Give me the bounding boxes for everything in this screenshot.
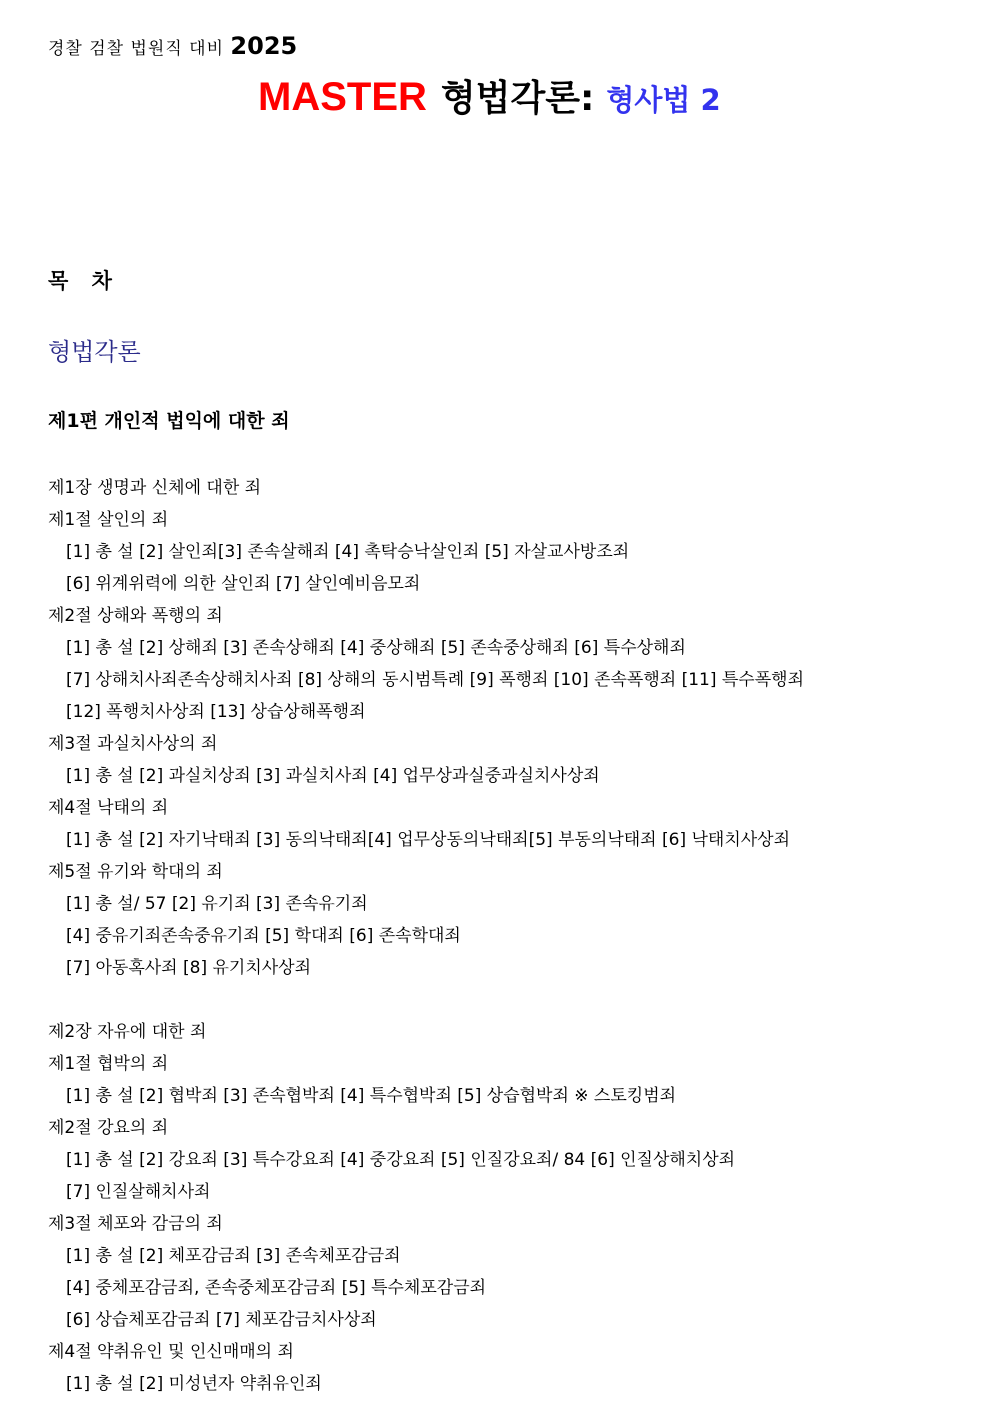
toc-section: 제1절 살인의 죄 — [48, 510, 169, 530]
toc-item-line: [1] 총 설/ 57 [2] 유기죄 [3] 존속유기죄 — [66, 894, 368, 914]
toc-list — [48, 472, 804, 1400]
toc-section: 제3절 과실치사상의 죄 — [48, 734, 218, 754]
toc-item-line: [1] 총 설 [2] 강요죄 [3] 특수강요죄 [4] 중강요죄 [5] 인질강요죄/ 84 [6] 인질상해치상죄 — [66, 1150, 736, 1170]
toc-item-line: [12] 폭행치사상죄 [13] 상습상해폭행죄 — [66, 702, 366, 722]
toc-spacer — [48, 984, 804, 1016]
toc-section: 제4절 약취유인 및 인신매매의 죄 — [48, 1342, 294, 1362]
header-year: 2025 — [230, 32, 298, 60]
toc-item-line: [1] 총 설 [2] 상해죄 [3] 존속상해죄 [4] 중상해죄 [5] 존속중상해죄 [6] 특수상해죄 — [66, 638, 686, 658]
header-subtitle — [48, 32, 297, 60]
toc-item-line: [1] 총 설 [2] 살인죄[3] 존속살해죄 [4] 촉탁승낙살인죄 [5] 자살교사방조죄 — [66, 542, 630, 562]
toc-item-line: [1] 총 설 [2] 체포감금죄 [3] 존속체포감금죄 — [66, 1246, 401, 1266]
toc-item-line: [7] 아동혹사죄 [8] 유기치사상죄 — [66, 958, 312, 978]
toc-item-line: [1] 총 설 [2] 미성년자 약취유인죄 — [66, 1374, 322, 1394]
toc-item-line: [1] 총 설 [2] 협박죄 [3] 존속협박죄 [4] 특수협박죄 [5] 상습협박죄 ※ 스토킹범죄 — [66, 1086, 677, 1106]
toc-heading: 목 차 — [48, 269, 120, 293]
toc-section: 제2절 상해와 폭행의 죄 — [48, 606, 223, 626]
toc-item-line: [7] 상해치사죄존속상해치사죄 [8] 상해의 동시범특례 [9] 폭행죄 [10] 존속폭행죄 [11] 특수폭행죄 — [66, 670, 804, 690]
toc-section: 제1절 협박의 죄 — [48, 1054, 169, 1074]
toc-item-line: [4] 중유기죄존속중유기죄 [5] 학대죄 [6] 존속학대죄 — [66, 926, 461, 946]
section-title: 형법각론 — [48, 338, 141, 366]
header-subtitle-text: 경찰 검찰 법원직 대비 — [48, 39, 225, 59]
toc-section: 제3절 체포와 감금의 죄 — [48, 1214, 223, 1234]
part-title: 제1편 개인적 법익에 대한 죄 — [48, 410, 290, 432]
toc-item-line: [1] 총 설 [2] 과실치상죄 [3] 과실치사죄 [4] 업무상과실중과실치사상죄 — [66, 766, 600, 786]
toc-section: 제2절 강요의 죄 — [48, 1118, 169, 1138]
title-main: 형법각론: — [440, 78, 595, 119]
title-master: MASTER — [258, 75, 427, 119]
toc-item-line: [4] 중체포감금죄, 존속중체포감금죄 [5] 특수체포감금죄 — [66, 1278, 487, 1298]
toc-chapter: 제1장 생명과 신체에 대한 죄 — [48, 478, 262, 498]
toc-section: 제5절 유기와 학대의 죄 — [48, 862, 223, 882]
toc-chapter: 제2장 자유에 대한 죄 — [48, 1022, 207, 1042]
toc-item-line: [1] 총 설 [2] 자기낙태죄 [3] 동의낙태죄[4] 업무상동의낙태죄[5] 부동의낙태죄 [6] 낙태치사상죄 — [66, 830, 791, 850]
toc-item-line: [6] 위계위력에 의한 살인죄 [7] 살인예비음모죄 — [66, 574, 421, 594]
toc-item-line: [7] 인질살해치사죄 — [66, 1182, 211, 1202]
title-sub: 형사법 2 — [606, 83, 721, 117]
toc-item-line: [6] 상습체포감금죄 [7] 체포감금치사상죄 — [66, 1310, 377, 1330]
document-title — [258, 70, 721, 121]
toc-section: 제4절 낙태의 죄 — [48, 798, 169, 818]
